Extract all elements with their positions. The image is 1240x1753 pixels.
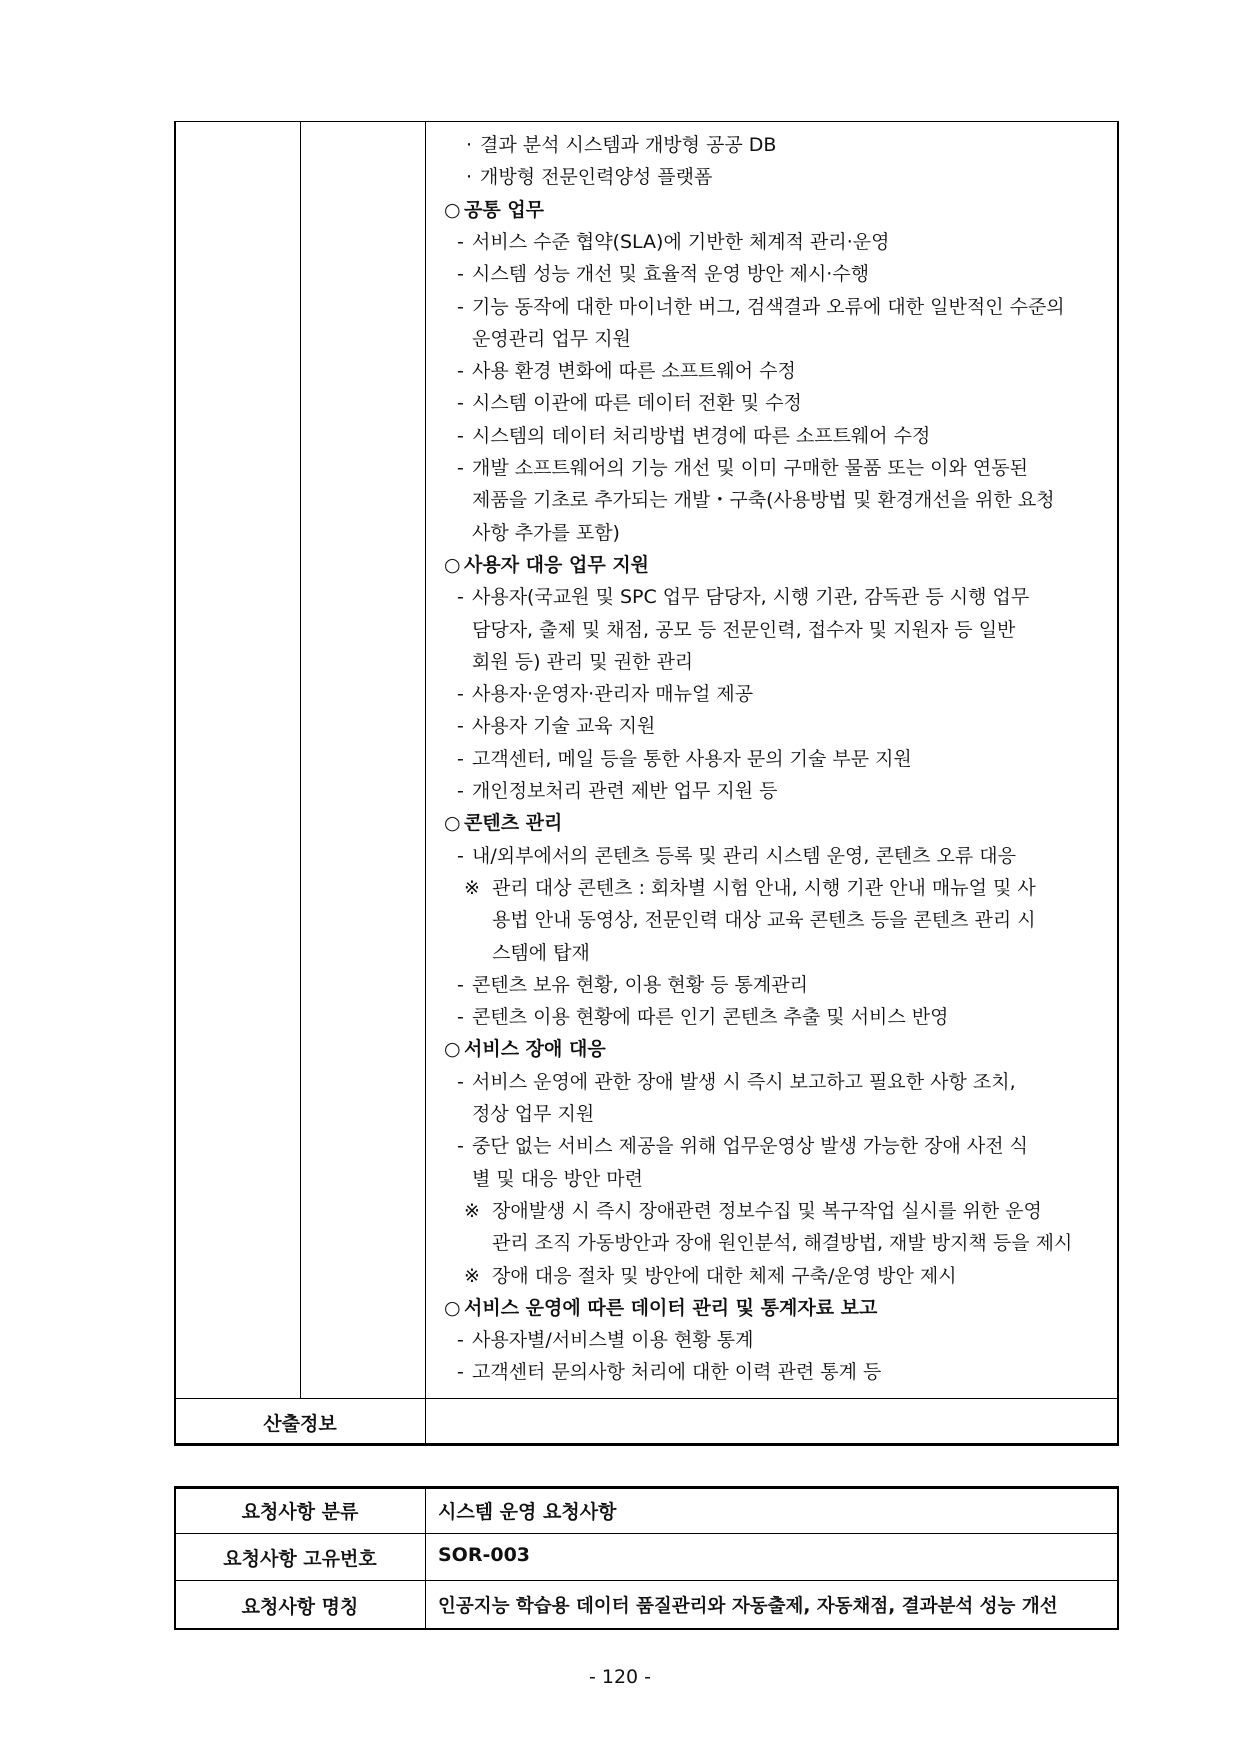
dash-marker: - — [457, 844, 464, 867]
item-text: 사용자·운영자·관리자 매뉴얼 제공 — [472, 683, 754, 706]
dash-marker: - — [457, 392, 464, 415]
row-divider — [174, 1580, 1119, 1581]
item-text: 담당자, 출제 및 채점, 공모 등 전문인력, 접수자 및 지원자 등 일반 — [472, 618, 1016, 641]
item-text: 사용자 대응 업무 지원 — [464, 553, 650, 576]
page-number: - 120 - — [588, 1666, 652, 1688]
item-text: 서비스 운영에 관한 장애 발생 시 즉시 보고하고 필요한 사항 조치, — [472, 1070, 1016, 1093]
dash-marker: - — [457, 1070, 464, 1093]
output-info-label: 산출정보 — [263, 1413, 337, 1435]
row-divider — [174, 1398, 1119, 1399]
item-text: 회원 등) 관리 및 권한 관리 — [472, 650, 694, 673]
dash-marker: - — [457, 780, 464, 802]
item-text: 고객센터 문의사항 처리에 대한 이력 관련 통계 등 — [472, 1361, 882, 1384]
item-text: 내/외부에서의 콘텐츠 등록 및 관리 시스템 운영, 콘텐츠 오류 대응 — [472, 844, 1017, 867]
note-marker: ※ — [464, 876, 480, 899]
dash-marker: - — [457, 715, 464, 738]
header-marker: ○ — [444, 198, 461, 221]
classification-label: 요청사항 분류 — [241, 1501, 359, 1523]
note-marker: ※ — [464, 1199, 480, 1222]
dash-marker: - — [457, 683, 464, 706]
item-text: 서비스 운영에 따른 데이터 관리 및 통계자료 보고 — [464, 1296, 878, 1319]
item-text: 공통 업무 — [464, 198, 545, 221]
item-text: 개방형 전문인력양성 플랫폼 — [480, 166, 713, 189]
item-text: 관리 조직 가동방안과 장애 원인분석, 해결방법, 재발 방지책 등을 제시 — [492, 1232, 1073, 1255]
item-text: 장애발생 시 즉시 장애관련 정보수집 및 복구작업 실시를 위한 운영 — [492, 1199, 1042, 1222]
dash-marker: - — [457, 1006, 464, 1029]
item-text: 장애 대응 절차 및 방안에 대한 체제 구축/운영 방안 제시 — [492, 1264, 957, 1287]
row-divider — [174, 1533, 1119, 1534]
item-text: 운영관리 업무 지원 — [472, 327, 631, 350]
item-text: 개인정보처리 관련 제반 업무 지원 등 — [472, 780, 778, 802]
item-text: 개발 소프트웨어의 기능 개선 및 이미 구매한 물품 또는 이와 연동된 — [472, 457, 1028, 479]
item-text: 고객센터, 메일 등을 통한 사용자 문의 기술 부문 지원 — [472, 747, 912, 770]
item-text: 시스템의 데이터 처리방법 변경에 따른 소프트웨어 수정 — [472, 424, 931, 447]
dash-marker: - — [457, 586, 464, 609]
item-text: 시스템 이관에 따른 데이터 전환 및 수정 — [472, 392, 802, 415]
dash-marker: - — [457, 1329, 464, 1352]
dash-marker: - — [457, 747, 464, 770]
item-text: 시스템 성능 개선 및 효율적 운영 방안 제시·수행 — [472, 263, 870, 286]
item-text: 사항 추가를 포함) — [472, 521, 620, 544]
item-text: 사용자 기술 교육 지원 — [472, 715, 656, 738]
item-text: 중단 없는 서비스 제공을 위해 업무운영상 발생 가능한 장애 사전 식 — [472, 1135, 1028, 1158]
item-text: 콘텐츠 관리 — [464, 812, 563, 835]
requirement-name-label: 요청사항 명칭 — [241, 1596, 359, 1618]
dash-marker: - — [457, 263, 464, 286]
dash-marker: - — [457, 295, 464, 318]
item-text: 서비스 수준 협약(SLA)에 기반한 체계적 관리·운영 — [472, 230, 890, 253]
item-text: 사용자별/서비스별 이용 현황 통계 — [472, 1329, 754, 1352]
col-divider-1 — [300, 121, 301, 1399]
item-text: 스템에 탑재 — [492, 941, 590, 964]
dash-marker: - — [457, 973, 464, 996]
header-marker: ○ — [444, 1296, 461, 1319]
unique-id-label: 요청사항 고유번호 — [223, 1548, 377, 1570]
item-text: 서비스 장애 대응 — [464, 1038, 606, 1061]
classification-value: 시스템 운영 요청사항 — [438, 1501, 617, 1523]
item-text: 콘텐츠 보유 현황, 이용 현황 등 통계관리 — [472, 973, 808, 996]
item-text: 콘텐츠 이용 현황에 따른 인기 콘텐츠 추출 및 서비스 반영 — [472, 1006, 949, 1029]
content-cell — [426, 129, 1116, 1394]
dash-marker: - — [457, 1135, 464, 1158]
dash-marker: - — [457, 457, 464, 479]
item-text: 용법 안내 동영상, 전문인력 대상 교육 콘텐츠 등을 콘텐츠 관리 시 — [492, 909, 1036, 932]
requirement-name-value: 인공지능 학습용 데이터 품질관리와 자동출제, 자동채점, 결과분석 성능 개선 — [438, 1596, 1058, 1617]
item-text: 결과 분석 시스템과 개방형 공공 DB — [480, 134, 777, 156]
header-marker: ○ — [444, 553, 461, 576]
dash-marker: - — [457, 360, 464, 383]
item-text: 관리 대상 콘텐츠 : 회차별 시험 안내, 시행 기관 안내 매뉴얼 및 사 — [492, 876, 1036, 899]
item-text: 기능 동작에 대한 마이너한 버그, 검색결과 오류에 대한 일반적인 수준의 — [472, 295, 1065, 318]
dash-marker: - — [457, 424, 464, 447]
note-marker: ※ — [464, 1264, 480, 1287]
item-text: 정상 업무 지원 — [472, 1103, 595, 1125]
header-marker: ○ — [444, 1038, 461, 1061]
dash-marker: - — [457, 230, 464, 253]
bullet-marker: · — [466, 166, 473, 189]
item-text: 별 및 대응 방안 마련 — [472, 1167, 643, 1190]
unique-id-value: SOR-003 — [438, 1544, 531, 1566]
bullet-marker: · — [466, 134, 473, 156]
item-text: 사용 환경 변화에 따른 소프트웨어 수정 — [472, 360, 796, 383]
item-text: 사용자(국교원 및 SPC 업무 담당자, 시행 기관, 감독관 등 시행 업무 — [472, 586, 1030, 609]
header-marker: ○ — [444, 812, 461, 835]
item-text: 제품을 기초로 추가되는 개발・구축(사용방법 및 환경개선을 위한 요청 — [472, 489, 1055, 512]
dash-marker: - — [457, 1361, 464, 1384]
